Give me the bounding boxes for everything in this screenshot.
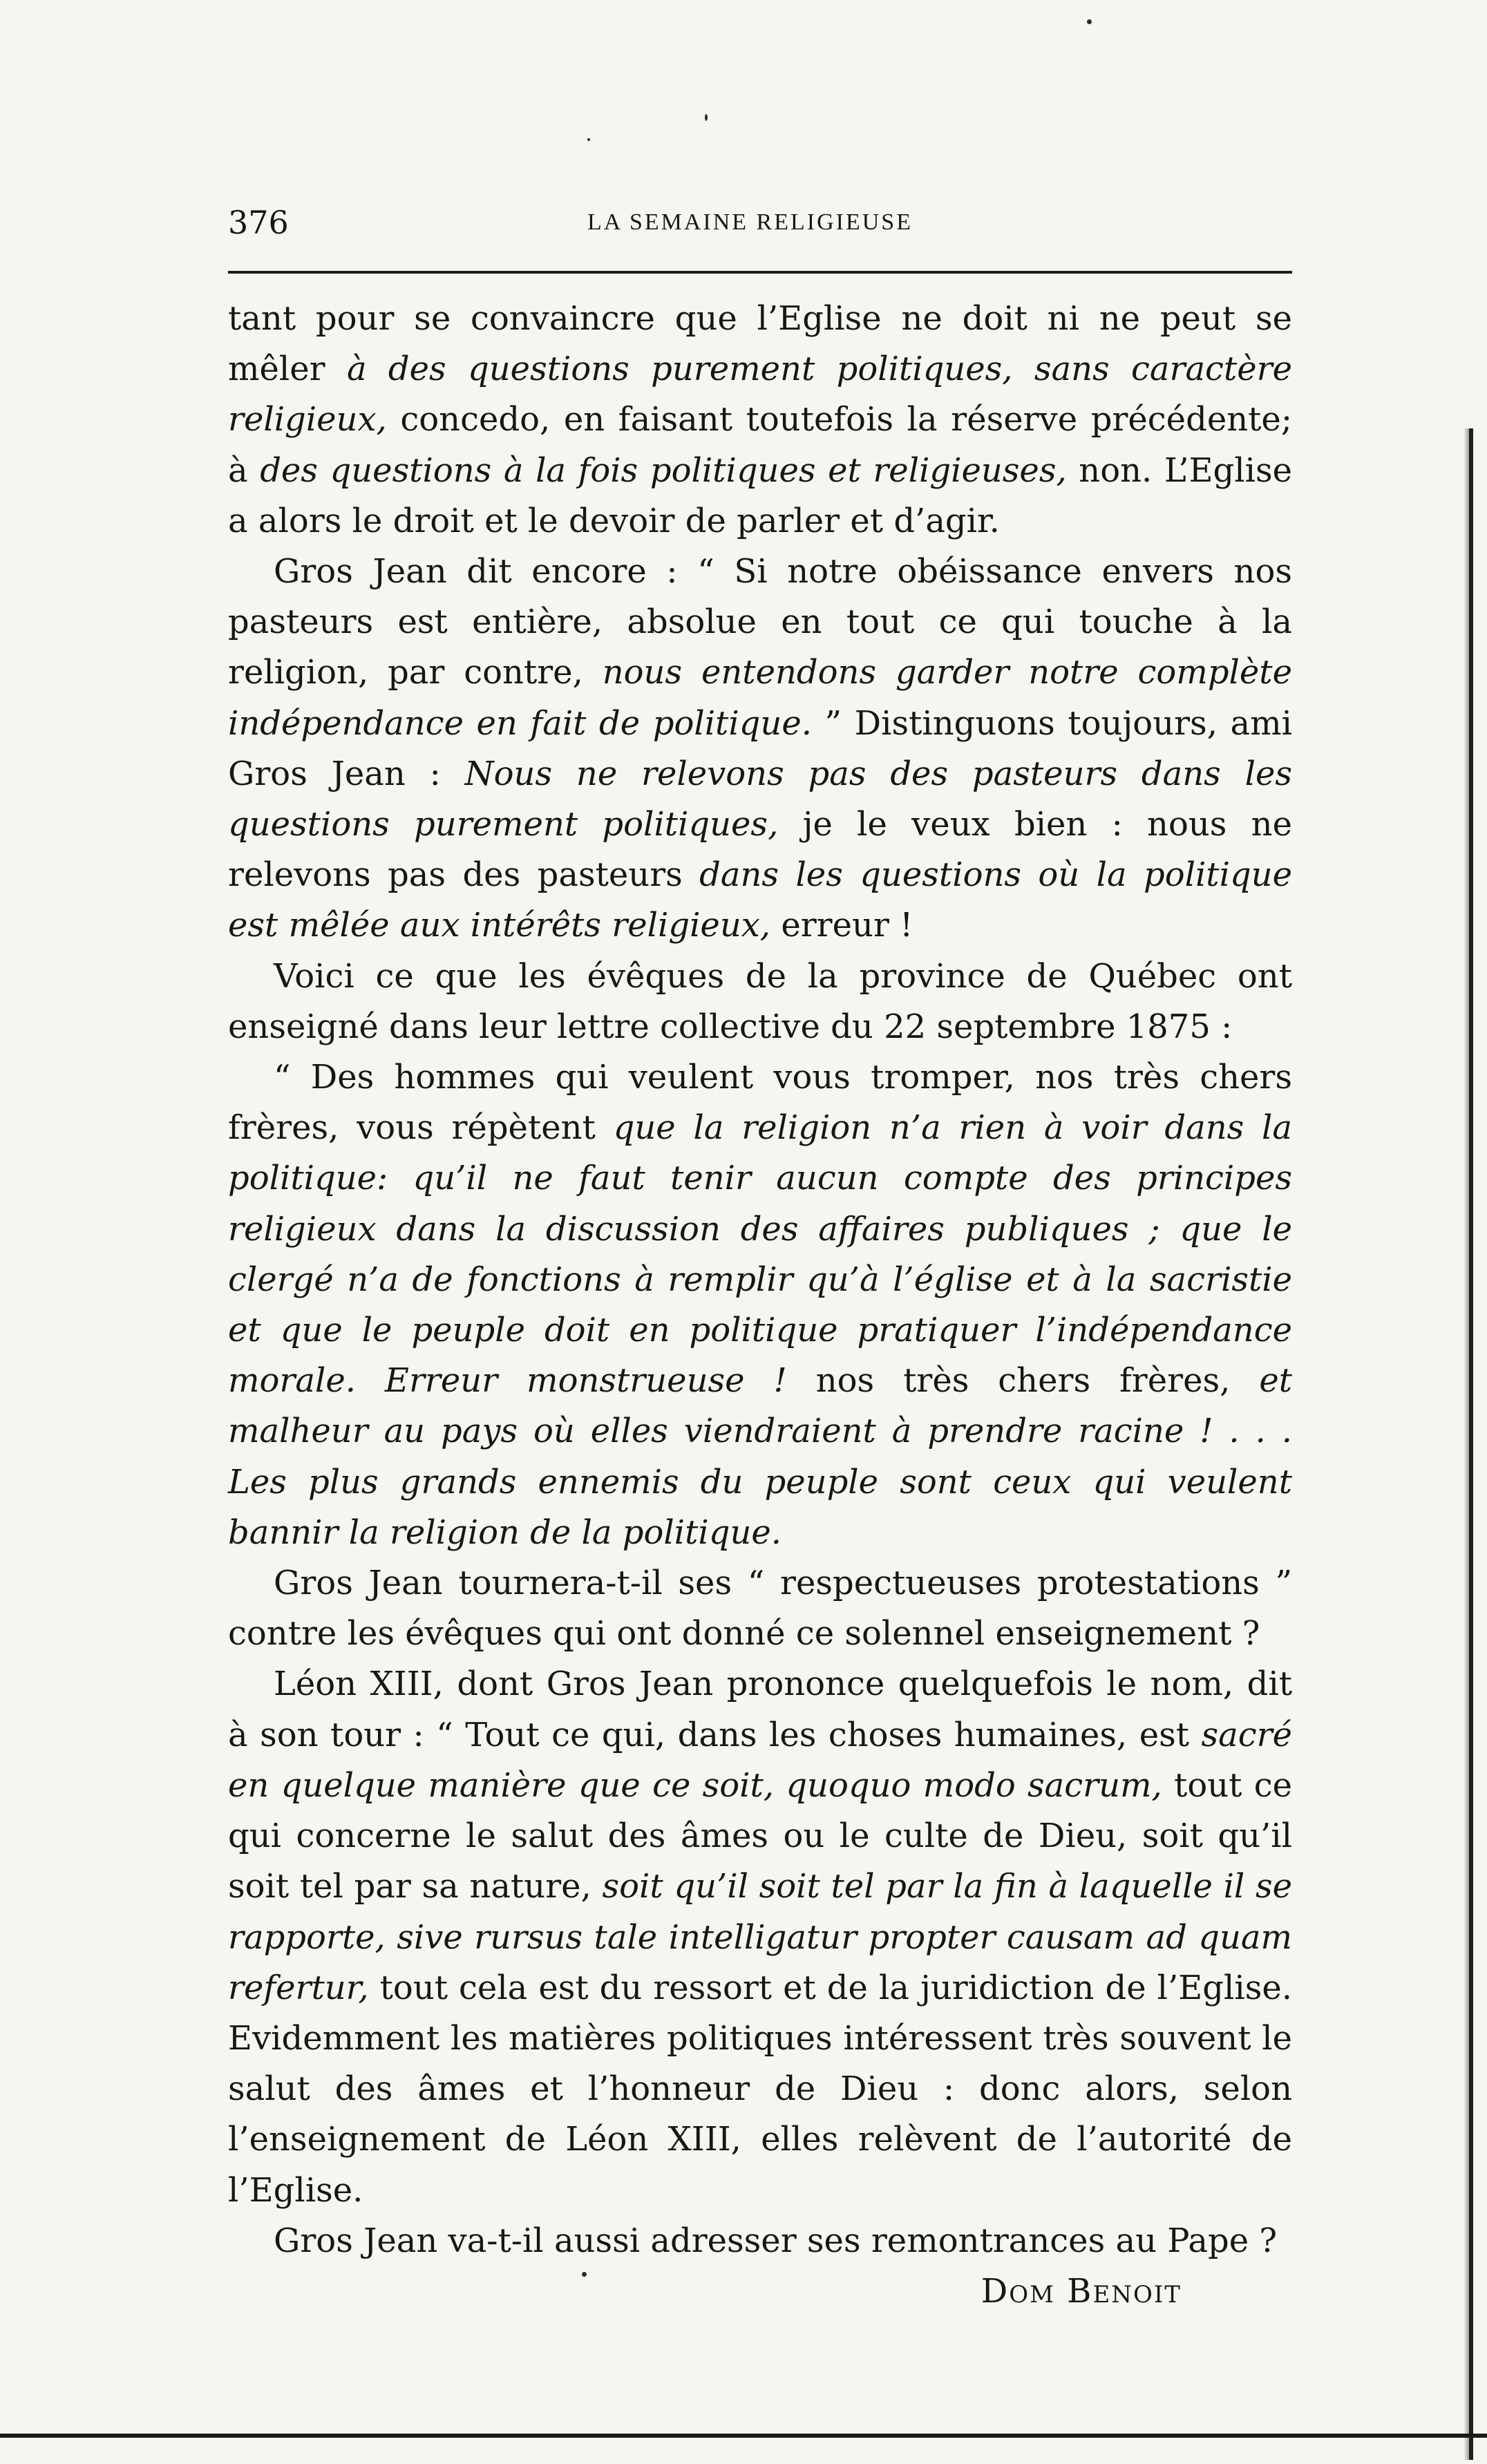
text-run: Gros Jean tournera-t-il ses “ respectueuses protestations ” contre les évêques qui ont donné ce solennel enseignement ? [228,1564,1292,1653]
paragraph [228,951,1292,1052]
text-run: tout cela est du ressort et de la juridiction de l’Eglise. Evidemment les matières politiques intéressent très souvent le salut des âmes et l’honneur de Dieu : donc alors, selon l’enseignement de Léon XIII, elles relèvent de l’autorité de l’Eglise. [228,1968,1292,2210]
paragraph [228,1659,1292,2215]
quotation-paragraph [228,1052,1292,1558]
ink-speck [582,2272,587,2277]
running-head: LA SEMAINE RELIGIEUSE [587,209,913,235]
paragraph [228,2216,1292,2266]
italic-run: des questions à la fois politiques et religieuses, [260,451,1067,490]
italic-run: et malheur au pays où elles viendraient à prendre racine ! . . . Les plus grands ennemis du peuple sont ceux qui veulent bannir la religion de la politique. [228,1361,1293,1552]
text-run: Gros Jean dit encore : “ Si notre obéissance envers nos pasteurs est entière, absolue en tout ce qui touche à la religion, par contre, [228,552,1292,692]
italic-run: nous entendons garder notre complète indépendance en fait de politique. [228,653,1293,743]
text-run: non. L’Eglise a alors le droit et le devoir de parler et d’agir. [228,451,1293,540]
text-run: erreur ! [770,906,913,945]
paragraph [228,294,1292,547]
text-run: Gros Jean va-t-il aussi adresser ses remontrances au Pape ? [274,2221,1278,2260]
text-run: tant pour se convaincre que l’Eglise ne doit ni ne peut se mêler [228,299,1292,389]
bottom-edge-line [0,2434,1487,2438]
text-run: nos très chers frères, [786,1361,1260,1401]
page-gutter-shadow [1464,428,1469,2460]
article-body [228,294,1292,2317]
text-run: tout ce qui concerne le salut des âmes ou le culte de Dieu, soit qu’il soit tel par sa nature, [228,1765,1292,1906]
text-run: concedo, en faisant toutefois la réserve précédente; à [228,400,1292,490]
header-rule [228,271,1292,274]
paragraph [228,547,1292,951]
text-run: Léon XIII, dont Gros Jean prononce quelquefois le nom, dit à son tour : “ Tout ce qui, dans les choses humaines, est [228,1665,1292,1754]
ink-speck [587,138,590,141]
page-header [228,204,1285,252]
ink-speck [1087,19,1092,24]
italic-run: Nous ne relevons pas des pasteurs dans les questions purement politiques, [228,754,1292,844]
italic-run: sacré en quelque manière que ce soit, quoquo modo sacrum, [228,1715,1292,1805]
italic-run: à des questions purement politiques, sans caractère religieux, [228,350,1292,439]
text-run: ” Distinguons toujours, ami Gros Jean : [228,703,1292,793]
text-run: “ Des hommes qui veulent vous tromper, nos très chers frères, vous répètent [228,1058,1292,1148]
italic-run: soit qu’il soit tel par la fin à laquelle il se rapporte, sive rursus tale intelligatur propter causam ad quam refertur, [228,1867,1292,2007]
page-edge-line [1469,428,1473,2460]
ink-speck [705,114,708,121]
paragraph [228,1558,1292,1659]
page-number: 376 [228,204,289,241]
italic-run: dans les questions où la politique est mêlée aux intérêts religieux, [228,855,1292,945]
author-signature: Dom Benoit [981,2271,1182,2311]
italic-run: que la religion n’a rien à voir dans la politique: qu’il ne faut tenir aucun compte des principes religieux dans la discussion des affaires publiques ; que le clergé n’a de fonctions à remplir qu’à l’église et à la sacristie et que le peuple doit en politique pratiquer l’indépendance morale. Erreur monstrueuse ! [228,1108,1293,1401]
text-run: je le veux bien : nous ne relevons pas des pasteurs [228,805,1292,895]
text-run: Voici ce que les évêques de la province de Québec ont enseigné dans leur lettre collective du 22 septembre 1875 : [228,956,1292,1046]
